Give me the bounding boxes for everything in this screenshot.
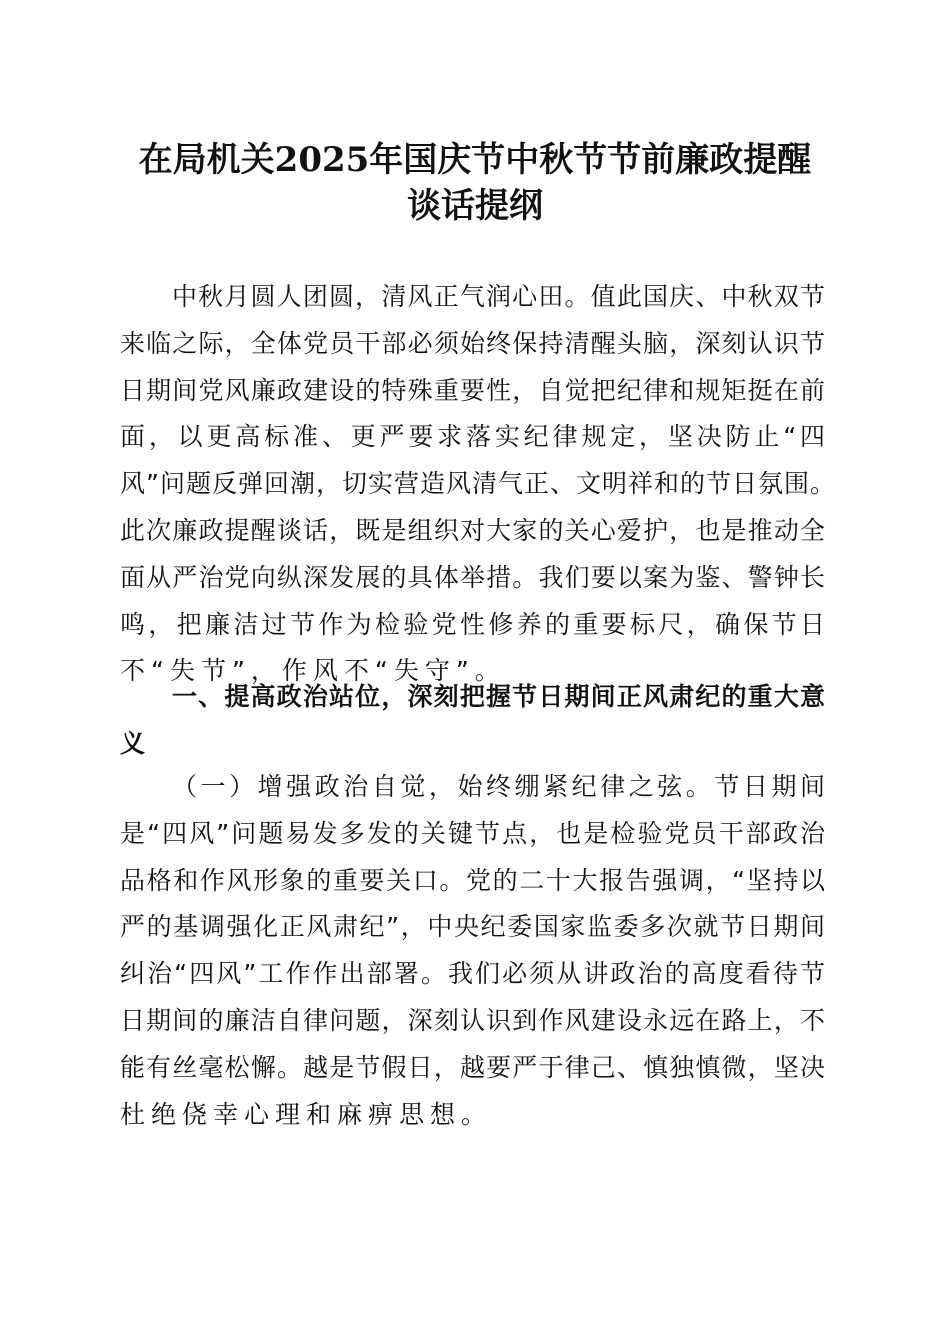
section-heading-1	[120, 674, 825, 768]
text-line: 纠治“四风”工作作出部署。我们必须从讲政治的高度看待节	[120, 959, 825, 989]
text-line: （一）增强政治自觉，始终绷紧纪律之弦。节日期间	[172, 772, 825, 801]
text-line: 严的基调强化正风肃纪”，中央纪委国家监委多次就节日期间	[120, 912, 825, 942]
text-line: 来临之际，全体党员干部必须始终保持清醒头脑，深刻认识节	[120, 328, 825, 358]
title-line-1: 在局机关2025年国庆节中秋节节前廉政提醒	[138, 140, 812, 180]
title-line-2: 谈话提纲	[407, 186, 543, 226]
heading-line: 一、提高政治站位，深刻把握节日期间正风肃纪的重大意	[172, 682, 825, 711]
text-line: 风”问题反弹回潮，切实营造风清气正、文明祥和的节日氛围。	[120, 469, 835, 499]
text-line: 杜绝侥幸心理和麻痹思想。	[120, 1099, 493, 1129]
text-line: 是“四风”问题易发多发的关键节点，也是检验党员干部政治	[120, 818, 825, 848]
text-line: 面，以更高标准、更严要求落实纪律规定，坚决防止“四	[120, 422, 825, 452]
intro-paragraph	[120, 274, 835, 695]
subsection-paragraph-1	[120, 764, 825, 1138]
document-title	[0, 137, 950, 229]
text-line: 能有丝毫松懈。越是节假日，越要严于律己、慎独慎微，坚决	[120, 1052, 825, 1082]
text-line: 日期间的廉洁自律问题，深刻认识到作风建设永远在路上，不	[120, 1005, 825, 1035]
text-line: 不“失节”，作风不“失守”。	[120, 656, 506, 686]
text-line: 中秋月圆人团圆，清风正气润心田。值此国庆、中秋双节	[172, 282, 825, 311]
text-line: 日期间党风廉政建设的特殊重要性，自觉把纪律和规矩挺在前	[120, 375, 825, 405]
text-line: 面从严治党向纵深发展的具体举措。我们要以案为鉴、警钟长	[120, 562, 825, 592]
text-line: 品格和作风形象的重要关口。党的二十大报告强调，“坚持以	[120, 865, 825, 895]
text-line: 此次廉政提醒谈话，既是组织对大家的关心爱护，也是推动全	[120, 515, 825, 545]
text-line: 鸣，把廉洁过节作为检验党性修养的重要标尺，确保节日	[120, 609, 825, 639]
heading-line: 义	[120, 728, 152, 758]
